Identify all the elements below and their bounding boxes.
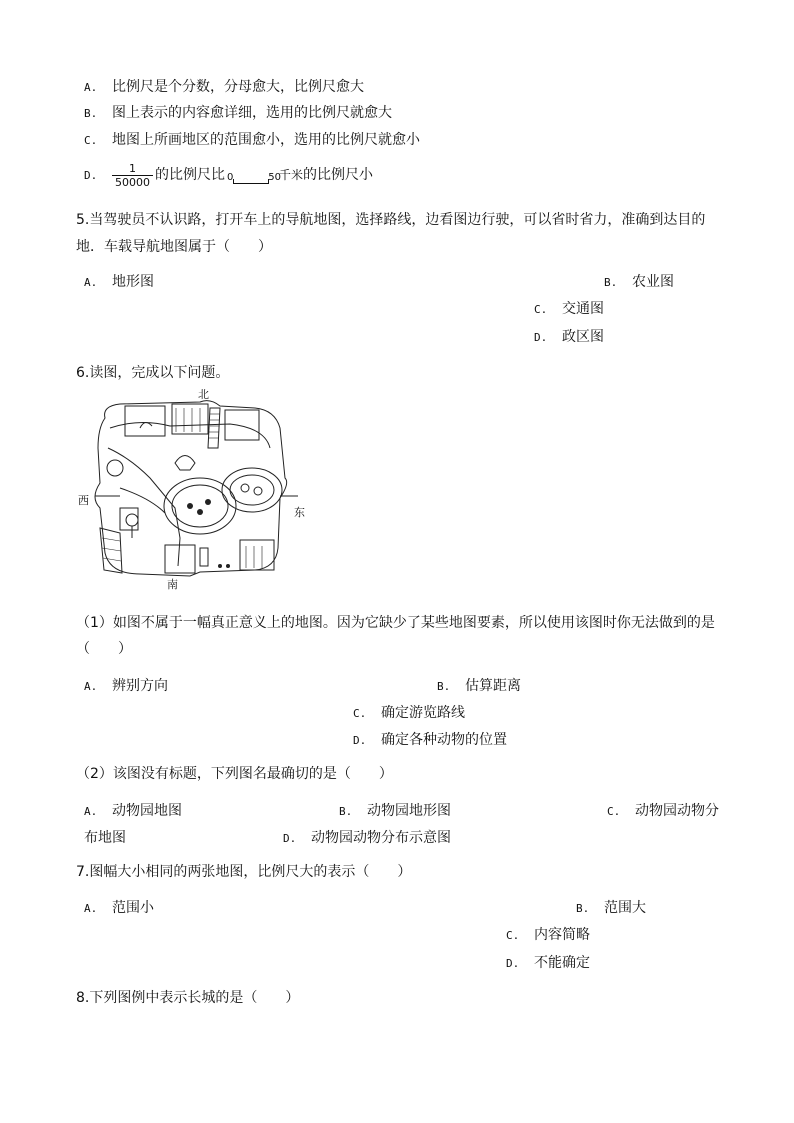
option-letter: A. <box>84 902 98 915</box>
q6-stem: 6.读图，完成以下问题。 <box>76 365 230 381</box>
q6-sub2-option-c[interactable] <box>607 802 719 821</box>
q5-stem-line1: 5.当驾驶员不认识路，打开车上的导航地图，选择路线，边看图边行驶，可以省时省力，准确到达目的 <box>76 212 706 228</box>
q5-option-b[interactable] <box>604 273 674 292</box>
option-text: 动物园地形图 <box>367 803 451 819</box>
option-letter: B. <box>576 902 590 915</box>
q5-option-c[interactable] <box>534 300 604 319</box>
option-letter: A. <box>84 680 98 693</box>
option-text: 确定各种动物的位置 <box>381 732 507 748</box>
q6-sub1-option-b[interactable] <box>437 677 521 696</box>
option-text: 范围大 <box>604 900 646 916</box>
q4-option-d[interactable] <box>84 161 373 190</box>
q6-sub1-stem-line1: （1）如图不属于一幅真正意义上的地图。因为它缺少了某些地图要素，所以使用该图时你无法做到的是 <box>76 615 715 631</box>
option-text: 地形图 <box>112 274 154 290</box>
option-text: 动物园地图 <box>112 803 182 819</box>
scale-unit: 千米 <box>279 168 304 182</box>
option-text: 地图上所画地区的范围愈小，选用的比例尺就愈小 <box>112 132 420 148</box>
option-text: 交通图 <box>562 301 604 317</box>
q6-sub2-option-d[interactable] <box>283 829 451 848</box>
option-letter: C. <box>534 303 548 316</box>
option-text: 不能确定 <box>534 955 590 971</box>
q8-stem: 8.下列图例中表示长城的是（ ） <box>76 990 300 1006</box>
q5-stem-line2: 地．车载导航地图属于（ ） <box>76 239 272 255</box>
option-text: 图上表示的内容愈详细，选用的比例尺就愈大 <box>112 105 392 121</box>
map-label-east: 东 <box>294 506 305 519</box>
q7-stem: 7.图幅大小相同的两张地图，比例尺大的表示（ ） <box>76 864 412 880</box>
q6-sub2-stem: （2）该图没有标题，下列图名最确切的是（ ） <box>76 766 393 782</box>
line-scale-bar <box>227 166 281 184</box>
option-text: 范围小 <box>112 900 154 916</box>
zoo-map-figure <box>78 388 310 591</box>
option-text: 农业图 <box>632 274 674 290</box>
option-text-tail: 的比例尺小 <box>303 167 374 183</box>
option-letter: A. <box>84 805 98 818</box>
scale-fifty: 50 <box>268 172 281 183</box>
option-letter: D. <box>283 832 297 845</box>
option-letter: B. <box>339 805 353 818</box>
option-text: 政区图 <box>562 329 604 345</box>
map-label-north: 北 <box>198 388 209 401</box>
option-text: 比例尺是个分数，分母愈大，比例尺愈大 <box>112 79 364 95</box>
q6-sub2-option-b[interactable] <box>339 802 451 821</box>
option-text: 确定游览路线 <box>381 705 465 721</box>
q6-sub2-option-c-continued: 布地图 <box>84 830 126 846</box>
q5-option-a[interactable] <box>84 273 154 292</box>
q6-sub1-option-d[interactable] <box>353 731 507 750</box>
fraction-numerator: 1 <box>129 161 136 175</box>
option-letter: D. <box>84 169 98 182</box>
fraction <box>112 162 153 189</box>
scale-bar-line <box>233 179 269 184</box>
zoo-map-drawing <box>80 388 310 588</box>
q5-option-d[interactable] <box>534 328 604 347</box>
option-letter: C. <box>84 134 98 147</box>
q7-option-c[interactable] <box>506 926 590 945</box>
q6-sub1-option-a[interactable] <box>84 677 168 696</box>
q4-option-a[interactable] <box>84 78 364 97</box>
option-text: 动物园动物分布示意图 <box>311 830 451 846</box>
q7-option-b[interactable] <box>576 899 646 918</box>
q4-option-b[interactable] <box>84 104 392 123</box>
option-text: 估算距离 <box>465 678 521 694</box>
q6-sub2-option-a[interactable] <box>84 802 182 821</box>
q6-sub1-option-c[interactable] <box>353 704 465 723</box>
option-letter: D. <box>506 957 520 970</box>
option-letter: A. <box>84 276 98 289</box>
option-letter: A. <box>84 81 98 94</box>
map-label-south: 南 <box>167 578 178 591</box>
q4-option-c[interactable] <box>84 131 420 150</box>
scale-zero: 0 <box>227 172 234 183</box>
option-letter: B. <box>604 276 618 289</box>
option-letter: D. <box>534 331 548 344</box>
option-letter: C. <box>353 707 367 720</box>
q7-option-a[interactable] <box>84 899 154 918</box>
fraction-denominator: 50000 <box>112 175 153 189</box>
option-letter: D. <box>353 734 367 747</box>
map-label-west: 西 <box>78 494 89 507</box>
option-letter: B. <box>84 107 98 120</box>
option-text: 内容简略 <box>534 927 590 943</box>
option-letter: C. <box>506 929 520 942</box>
option-letter: C. <box>607 805 621 818</box>
q6-sub1-stem-line2: （ ） <box>76 641 132 657</box>
option-letter: B. <box>437 680 451 693</box>
q7-option-d[interactable] <box>506 954 590 973</box>
option-text-mid: 的比例尺比 <box>155 167 225 183</box>
option-text: 辨别方向 <box>112 678 168 694</box>
option-text: 动物园动物分 <box>635 803 719 819</box>
